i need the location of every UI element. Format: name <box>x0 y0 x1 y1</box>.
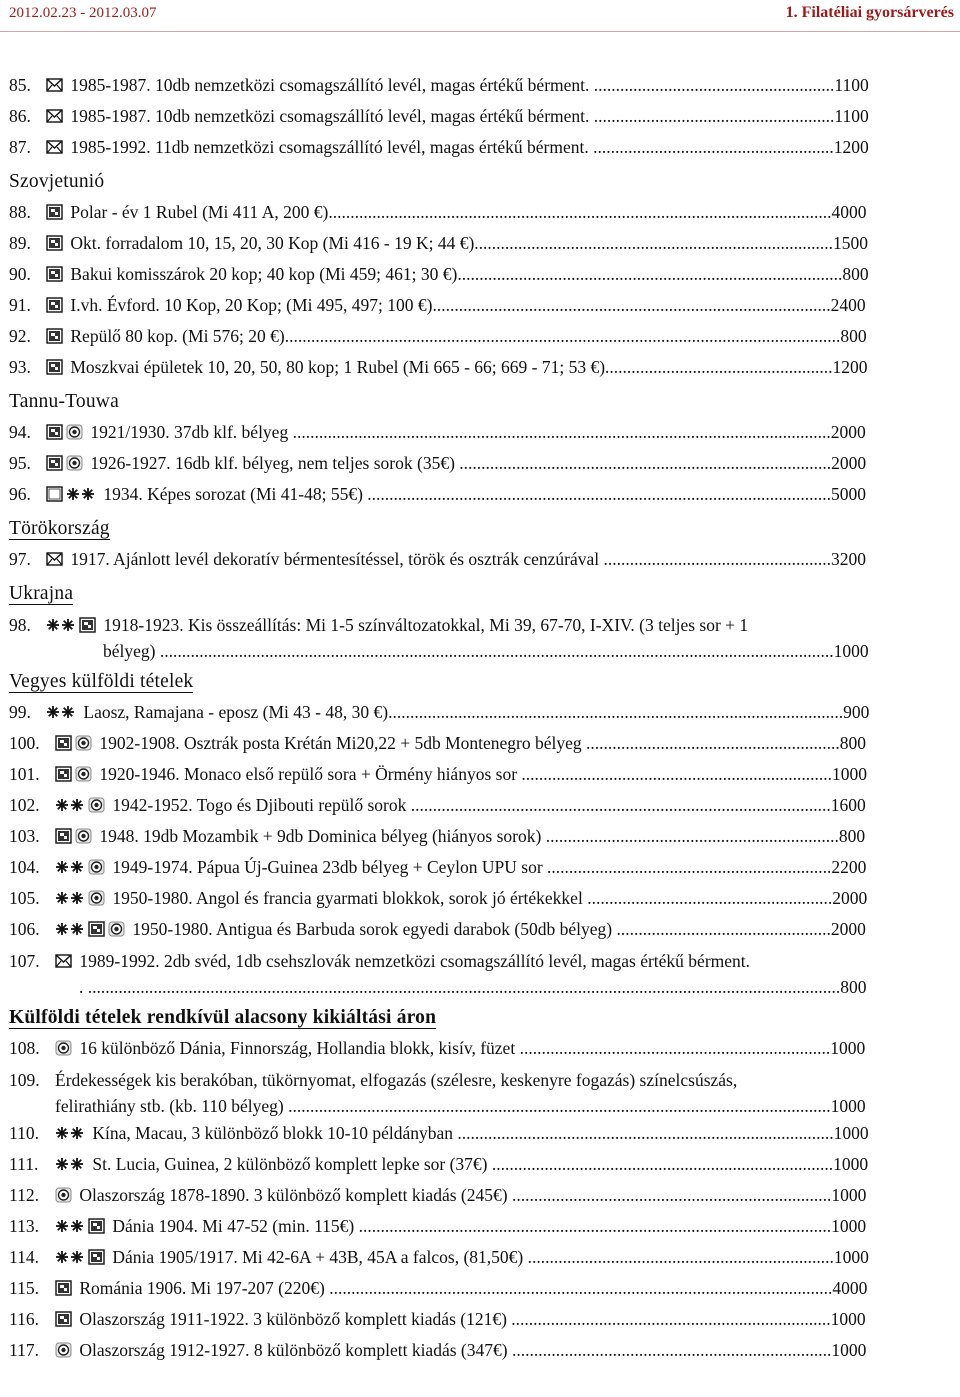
double-star-icon <box>46 617 76 633</box>
lot-number: 108. <box>9 1038 40 1058</box>
lot-description <box>55 1033 871 1064</box>
lot-row <box>9 728 871 759</box>
leader-dots: .................................................... <box>605 357 833 377</box>
lot-description <box>55 948 871 1000</box>
lot-number: 87. <box>9 137 31 157</box>
category-heading <box>9 163 871 197</box>
lot-number: 106. <box>9 919 40 939</box>
category-heading <box>9 999 871 1033</box>
lot-description <box>46 448 871 479</box>
envelope-icon <box>46 108 63 124</box>
lot-number: 114. <box>9 1247 39 1267</box>
mint-stamp-icon <box>46 266 63 282</box>
leader-dots: ............................................................................................................................ <box>288 1096 831 1116</box>
lot-text: 1985-1992. 11db nemzetközi csomagszállító levél, magas értékű bérment. <box>70 137 594 157</box>
lot-text: 1926-1927. 16db klf. bélyeg, nem teljes sorok (35€) <box>90 453 460 473</box>
lot-text: Moszkvai épületek 10, 20, 50, 80 kop; 1 Rubel (Mi 665 - 66; 669 - 71; 53 €) <box>70 357 606 377</box>
mint-stamp-icon <box>88 921 105 937</box>
lot-row <box>9 697 871 728</box>
lot-row <box>9 914 871 945</box>
used-stamp-icon <box>66 455 83 471</box>
lot-row <box>9 945 871 999</box>
lot-description <box>46 132 871 163</box>
lot-row <box>9 259 871 290</box>
leader-dots: ............................................................................................................................................................................ <box>87 977 841 997</box>
mint-stamp-icon <box>46 455 63 471</box>
lot-row <box>9 1273 871 1304</box>
mint-stamp-icon <box>46 297 63 313</box>
lot-number: 109. <box>9 1070 40 1090</box>
lot-text: Polar - év 1 Rubel (Mi 411 A, 200 €) <box>70 202 329 222</box>
lot-row <box>9 1064 871 1118</box>
lot-row <box>9 1180 871 1211</box>
leader-dots: ................................................................................................................... <box>329 1278 833 1298</box>
lot-text: Olaszország 1911-1922. 3 különböző komplett kiadás (121€) <box>79 1309 512 1329</box>
lot-number: 98. <box>9 615 31 635</box>
leader-dots: ..................................................................................... <box>459 453 832 473</box>
lot-text: 1917. Ajánlott levél dekoratív bérmentesítéssel, török és osztrák cenzúrával <box>70 549 604 569</box>
lot-price: 800 <box>840 977 867 997</box>
lot-number: 110. <box>9 1123 39 1143</box>
lot-text: Bakui komisszárok 20 kop; 40 kop (Mi 459; 461; 30 €) <box>70 264 458 284</box>
lot-row <box>9 821 871 852</box>
leader-dots: ...................................................................................... <box>457 1123 834 1143</box>
lot-text: 1902-1908. Osztrák posta Krétán Mi20,22 + 5db Montenegro bélyeg <box>99 733 587 753</box>
envelope-icon <box>46 139 63 155</box>
used-stamp-icon <box>88 890 105 906</box>
lot-number: 102. <box>9 795 40 815</box>
lot-description <box>46 197 871 228</box>
lot-description <box>46 697 871 728</box>
lot-description <box>46 544 871 575</box>
lot-number: 95. <box>9 453 31 473</box>
leader-dots: ................................................. <box>616 919 831 939</box>
lot-text: 1948. 19db Mozambik + 9db Dominica bélyeg (hiányos sorok) <box>99 826 546 846</box>
lot-price: 1200 <box>833 137 869 157</box>
lot-description <box>55 914 871 945</box>
lot-row <box>9 448 871 479</box>
leader-dots: ............................................................................................................ <box>358 1216 832 1236</box>
double-star-icon <box>55 921 85 937</box>
lot-description <box>55 1273 871 1304</box>
lot-description <box>55 1180 871 1211</box>
lot-price: 1000 <box>830 1309 866 1329</box>
double-star-icon <box>55 890 85 906</box>
lot-price: 3200 <box>830 549 866 569</box>
mint-stamp-icon <box>55 766 72 782</box>
lot-row <box>9 101 871 132</box>
category-heading <box>9 510 871 544</box>
envelope-icon <box>46 77 63 93</box>
lot-number: 117. <box>9 1340 39 1360</box>
leader-dots: ......................................................................... <box>511 1309 831 1329</box>
mint-stamp-icon <box>79 617 96 633</box>
lot-row <box>9 132 871 163</box>
lot-number: 100. <box>9 733 40 753</box>
envelope-icon <box>55 953 72 969</box>
category-title: Külföldi tételek rendkívül alacsony kikiáltási áron <box>9 1007 437 1028</box>
lot-price: 800 <box>839 733 867 753</box>
lot-list <box>9 70 871 1366</box>
mint-stamp-icon <box>46 359 63 375</box>
lot-text: 1918-1923. Kis összeállítás: Mi 1-5 színváltozatokkal, Mi 39, 67-70, I-XIV. (3 teljes sor + 1 <box>103 615 749 635</box>
lot-number: 97. <box>9 549 31 569</box>
lot-price: 1000 <box>831 1340 867 1360</box>
lot-row <box>9 1211 871 1242</box>
lot-number: 104. <box>9 857 40 877</box>
lot-row <box>9 479 871 510</box>
lot-text: 1920-1946. Monaco első repülő sora + Örmény hiányos sor <box>99 764 522 784</box>
category-title: Törökország <box>9 518 110 539</box>
lot-price: 1000 <box>832 764 868 784</box>
lot-price: 2200 <box>831 857 867 877</box>
lot-text-continued: . <box>79 977 88 997</box>
lot-description <box>55 790 871 821</box>
leader-dots: ........................................................................................................................... <box>292 422 831 442</box>
lot-price: 5000 <box>831 484 867 504</box>
lot-number: 96. <box>9 484 31 504</box>
lot-price: 1000 <box>831 1216 867 1236</box>
lot-text: Olaszország 1912-1927. 8 különböző komplett kiadás (347€) <box>79 1340 512 1360</box>
lot-row <box>9 70 871 101</box>
mint-stamp-icon <box>46 235 63 251</box>
lot-row <box>9 1149 871 1180</box>
category-title: Ukrajna <box>9 583 74 604</box>
lot-text: Románia 1906. Mi 197-207 (220€) <box>79 1278 330 1298</box>
lot-text-continued: felirathiány stb. (kb. 110 bélyeg) <box>55 1096 289 1116</box>
lot-number: 113. <box>9 1216 39 1236</box>
lot-text: 1942-1952. Togo és Djibouti repülő sorok <box>112 795 411 815</box>
leader-dots: ....................................................... <box>593 137 834 157</box>
lot-number: 86. <box>9 106 31 126</box>
lot-row <box>9 544 871 575</box>
lot-text: Kína, Macau, 3 különböző blokk 10-10 példányban <box>92 1123 458 1143</box>
lot-description <box>55 1242 871 1273</box>
category-heading <box>9 575 871 609</box>
lot-number: 88. <box>9 202 31 222</box>
lot-text: 1950-1980. Angol és francia gyarmati blokkok, sorok jó értékekkel <box>112 888 588 908</box>
lot-description <box>46 352 871 383</box>
lot-row <box>9 417 871 448</box>
lot-price: 4000 <box>831 202 867 222</box>
lot-row <box>9 1033 871 1064</box>
lot-description <box>55 1149 871 1180</box>
lot-price: 4000 <box>832 1278 868 1298</box>
used-stamp-icon <box>88 859 105 875</box>
lot-text-continued: bélyeg) <box>103 641 160 661</box>
lot-description <box>55 759 871 790</box>
lot-number: 116. <box>9 1309 39 1329</box>
leader-dots: ................................................................. <box>547 857 832 877</box>
lot-price: 1200 <box>832 357 868 377</box>
auction-title: 1. Filatéliai gyorsárverés <box>785 4 954 21</box>
leader-dots: ....................................................................... <box>521 764 833 784</box>
lot-description <box>46 321 871 352</box>
lot-price: 1000 <box>830 1038 866 1058</box>
mint-stamp-icon <box>55 1280 72 1296</box>
lot-text: Okt. forradalom 10, 15, 20, 30 Kop (Mi 416 - 19 K; 44 €) <box>70 233 475 253</box>
leader-dots: ...................................................................... <box>527 1247 834 1267</box>
lot-description <box>46 290 871 321</box>
lot-number: 111. <box>9 1154 39 1174</box>
lot-row <box>9 1335 871 1366</box>
lot-row <box>9 1304 871 1335</box>
lot-row <box>9 609 871 663</box>
envelope-icon <box>46 551 63 567</box>
date-range: 2012.02.23 - 2012.03.07 <box>9 5 157 21</box>
leader-dots: .......................................................................................................... <box>367 484 832 504</box>
leader-dots: ................................................................... <box>545 826 839 846</box>
leader-dots: ......................................................................... <box>511 1340 832 1360</box>
mint-stamp-icon <box>46 424 63 440</box>
lot-price: 900 <box>843 702 870 722</box>
lot-price: 800 <box>838 826 866 846</box>
lot-text: Dánia 1904. Mi 47-52 (min. 115€) <box>112 1216 359 1236</box>
lot-description <box>55 1118 871 1149</box>
leader-dots: ....................................................... <box>593 75 835 95</box>
leader-dots: ......................................................................... <box>511 1185 832 1205</box>
mint-stamp-icon <box>46 328 63 344</box>
leader-dots: ............................................................................................................................... <box>284 326 841 346</box>
leader-dots: ................................................................................................................... <box>328 202 832 222</box>
leader-dots: ........................................................ <box>587 888 833 908</box>
lot-number: 90. <box>9 264 31 284</box>
mint-stamp-icon <box>46 204 63 220</box>
lot-text: 1949-1974. Pápua Új-Guinea 23db bélyeg + Ceylon UPU sor <box>112 857 548 877</box>
lot-number: 94. <box>9 422 31 442</box>
lot-number: 89. <box>9 233 31 253</box>
lot-price: 2000 <box>831 453 867 473</box>
leader-dots: ........................................................................................... <box>432 295 831 315</box>
leader-dots: .................................................... <box>603 549 831 569</box>
lot-text: 1934. Képes sorozat (Mi 41-48; 55€) <box>103 484 368 504</box>
lot-price: 800 <box>842 264 869 284</box>
lot-price: 1100 <box>834 75 869 95</box>
used-stamp-icon <box>75 828 92 844</box>
leader-dots: ................................................................................................ <box>410 795 831 815</box>
lot-price: 1000 <box>831 1185 867 1205</box>
lot-number: 115. <box>9 1278 39 1298</box>
lot-description <box>46 228 871 259</box>
lot-description <box>55 1211 871 1242</box>
lot-text: 1989-1992. 2db svéd, 1db csehszlovák nemzetközi csomagszállító levél, magas értékű bérment. <box>79 951 751 971</box>
lot-description <box>55 821 871 852</box>
lot-price: 2000 <box>830 422 866 442</box>
used-stamp-icon <box>75 766 92 782</box>
lot-number: 91. <box>9 295 31 315</box>
lot-text: I.vh. Évford. 10 Kop, 20 Kop; (Mi 495, 497; 100 €) <box>70 295 433 315</box>
lot-description <box>55 728 871 759</box>
lot-description <box>55 852 871 883</box>
double-star-icon <box>55 1156 85 1172</box>
lot-price: 2400 <box>830 295 866 315</box>
lot-row <box>9 1118 871 1149</box>
lot-number: 101. <box>9 764 40 784</box>
lot-text: Repülő 80 kop. (Mi 576; 20 €) <box>70 326 285 346</box>
lot-text: 1985-1987. 10db nemzetközi csomagszállító levél, magas értékű bérment. <box>70 75 594 95</box>
lot-description <box>55 883 871 914</box>
category-heading <box>9 383 871 417</box>
used-stamp-icon <box>55 1342 72 1358</box>
lot-text: Laosz, Ramajana - eposz (Mi 43 - 48, 30 €) <box>83 702 389 722</box>
lot-text: Olaszország 1878-1890. 3 különböző komplett kiadás (245€) <box>79 1185 512 1205</box>
lot-description <box>46 479 871 510</box>
lot-price: 1000 <box>833 1123 869 1143</box>
used-stamp-icon <box>55 1187 72 1203</box>
leader-dots: ........................................................................................................ <box>388 702 844 722</box>
lot-number: 103. <box>9 826 40 846</box>
lot-text: St. Lucia, Guinea, 2 különböző komplett lepke sor (37€) <box>92 1154 492 1174</box>
category-title: Tannu-Touwa <box>9 391 119 412</box>
double-star-icon <box>55 1249 85 1265</box>
lot-number: 93. <box>9 357 31 377</box>
category-title: Vegyes külföldi tételek <box>9 671 194 692</box>
used-stamp-icon <box>55 1040 72 1056</box>
leader-dots: ....................................................... <box>593 106 835 126</box>
mint-stamp-icon <box>88 1218 105 1234</box>
lot-description <box>55 1335 871 1366</box>
lot-price: 800 <box>840 326 867 346</box>
lot-price: 1000 <box>830 1096 866 1116</box>
category-heading <box>9 663 871 697</box>
lot-price: 1600 <box>830 795 866 815</box>
lot-text: 1950-1980. Antigua és Barbuda sorok egyedi darabok (50db bélyeg) <box>132 919 617 939</box>
lot-description <box>46 70 871 101</box>
lot-text: 16 különböző Dánia, Finnország, Hollandia blokk, kisív, füzet <box>79 1038 520 1058</box>
mint-stamp-icon <box>55 1311 72 1327</box>
lot-row <box>9 1242 871 1273</box>
lot-text: 1985-1987. 10db nemzetközi csomagszállító levél, magas értékű bérment. <box>70 106 594 126</box>
page-header <box>0 0 960 32</box>
leader-dots: .............................................................................. <box>491 1154 834 1174</box>
double-star-icon <box>55 859 85 875</box>
lot-price: 1100 <box>834 106 869 126</box>
lot-row <box>9 352 871 383</box>
lot-row <box>9 290 871 321</box>
hinged-stamp-icon <box>46 486 63 502</box>
lot-text: Érdekességek kis berakóban, tükörnyomat, elfogazás (szélesre, keskenyre fogazás) színelcsúszás, <box>55 1070 738 1090</box>
double-star-icon <box>66 486 96 502</box>
lot-number: 112. <box>9 1185 39 1205</box>
lot-row <box>9 321 871 352</box>
mint-stamp-icon <box>55 828 72 844</box>
lot-number: 99. <box>9 702 31 722</box>
double-star-icon <box>55 797 85 813</box>
lot-price: 2000 <box>832 888 868 908</box>
lot-description <box>46 612 871 664</box>
leader-dots: ....................................................................... <box>519 1038 831 1058</box>
lot-number: 85. <box>9 75 31 95</box>
lot-price: 1500 <box>833 233 869 253</box>
used-stamp-icon <box>108 921 125 937</box>
lot-description <box>46 417 871 448</box>
lot-number: 92. <box>9 326 31 346</box>
category-title: Szovjetunió <box>9 171 105 192</box>
lot-row <box>9 228 871 259</box>
double-star-icon <box>55 1218 85 1234</box>
lot-row <box>9 197 871 228</box>
leader-dots: .......................................................... <box>586 733 840 753</box>
lot-price: 1000 <box>833 641 869 661</box>
double-star-icon <box>55 1125 85 1141</box>
lot-row <box>9 852 871 883</box>
mint-stamp-icon <box>55 735 72 751</box>
leader-dots: .................................................................................. <box>474 233 834 253</box>
double-star-icon <box>46 704 76 720</box>
lot-number: 107. <box>9 951 40 971</box>
header-rule <box>0 31 960 32</box>
lot-price: 1000 <box>833 1247 869 1267</box>
lot-text: 1921/1930. 37db klf. bélyeg <box>90 422 293 442</box>
leader-dots: .......................................................................................................................................................... <box>159 641 834 661</box>
lot-text: Dánia 1905/1917. Mi 42-6A + 43B, 45A a falcos, (81,50€) <box>112 1247 528 1267</box>
mint-stamp-icon <box>88 1249 105 1265</box>
lot-row <box>9 883 871 914</box>
lot-row <box>9 759 871 790</box>
lot-description <box>46 259 871 290</box>
lot-description <box>55 1304 871 1335</box>
lot-price: 2000 <box>830 919 866 939</box>
leader-dots: ........................................................................................ <box>457 264 843 284</box>
used-stamp-icon <box>75 735 92 751</box>
used-stamp-icon <box>88 797 105 813</box>
lot-number: 105. <box>9 888 40 908</box>
lot-row <box>9 790 871 821</box>
lot-price: 1000 <box>833 1154 869 1174</box>
lot-description <box>55 1067 871 1119</box>
used-stamp-icon <box>66 424 83 440</box>
lot-description <box>46 101 871 132</box>
